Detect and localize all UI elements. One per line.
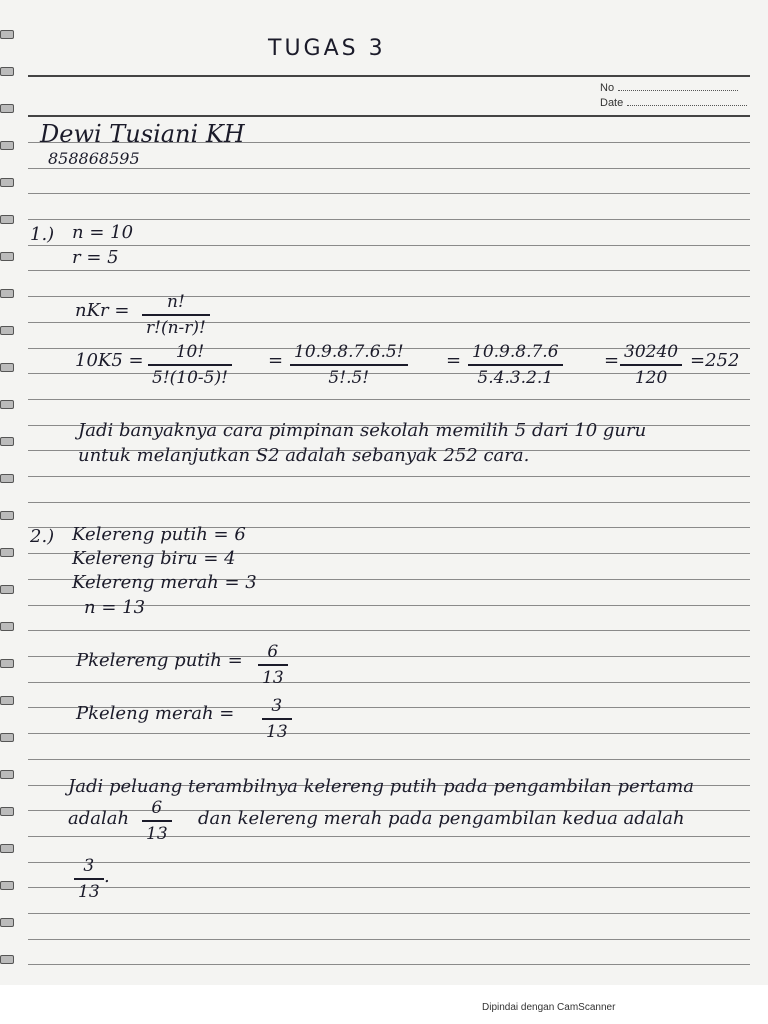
conclusion-fraction [142,798,172,844]
p-red-fraction [262,696,292,742]
p-white-denominator: 13 [262,667,284,688]
equals-2: = [446,350,462,371]
calc-step-3 [468,342,563,388]
spiral-ring [0,289,14,298]
ruled-line [28,168,750,169]
step-1-denominator: 5!(10-5)! [152,367,228,388]
final-numerator: 3 [83,856,95,876]
combination-formula-lhs: nKr = [75,300,130,321]
step-3-denominator: 5.4.3.2.1 [477,367,554,388]
page-title: TUGAS 3 [268,36,386,61]
ruled-line [28,322,750,323]
p-red-label: Pkeleng merah = [76,703,235,724]
ruled-line [28,862,750,863]
problem-2-conclusion-line-2b: dan kelereng merah pada pengambilan kedua adalah [198,808,685,829]
student-id: 858868595 [48,149,140,168]
ruled-line [28,887,750,888]
header-rule [28,115,750,117]
student-name: Dewi Tusiani KH [40,120,245,148]
date-label: Date [600,97,624,109]
calc-result: =252 [690,350,740,371]
problem-1-conclusion-line-1: Jadi banyaknya cara pimpinan sekolah memilih 5 dari 10 guru [78,420,647,441]
spiral-ring [0,622,14,631]
spiral-ring [0,881,14,890]
ruled-line [28,836,750,837]
spiral-ring [0,400,14,409]
final-period: . [104,866,110,887]
spiral-ring [0,67,14,76]
given-total: n = 13 [84,597,146,618]
problem-1-number: 1.) [30,224,55,245]
spiral-binding [0,30,14,980]
ruled-line [28,219,750,220]
given-white: Kelereng putih = 6 [72,524,246,545]
spiral-ring [0,326,14,335]
formula-numerator: n! [167,292,185,312]
step-4-denominator: 120 [634,367,668,388]
problem-1-conclusion-line-2: untuk melanjutkan S2 adalah sebanyak 252 cara. [78,445,530,466]
spiral-ring [0,178,14,187]
ruled-line [28,193,750,194]
ruled-line [28,502,750,503]
spiral-ring [0,585,14,594]
ruled-line [28,476,750,477]
problem-2-conclusion-line-1: Jadi peluang terambilnya kelereng putih pada pengambilan pertama [68,776,695,797]
conclusion-numerator: 6 [151,798,163,818]
spiral-ring [0,252,14,261]
p-red-numerator: 3 [271,696,283,716]
spiral-ring [0,104,14,113]
spiral-ring [0,770,14,779]
header-rule [28,75,750,77]
p-red-denominator: 13 [266,721,288,742]
ruled-line [28,682,750,683]
no-label: No [600,82,615,94]
date-field [600,97,747,109]
step-2-denominator: 5!.5! [328,367,370,388]
final-fraction [74,856,104,902]
p-white-numerator: 6 [267,642,279,662]
conclusion-denominator: 13 [146,823,168,844]
given-blue: Kelereng biru = 4 [72,548,236,569]
step-3-numerator: 10.9.8.7.6 [472,342,559,362]
ruled-line [28,913,750,914]
ruled-line [28,964,750,965]
spiral-ring [0,955,14,964]
p-white-label: Pkelereng putih = [76,650,243,671]
ruled-line [28,270,750,271]
spiral-ring [0,733,14,742]
given-red: Kelereng merah = 3 [72,572,257,593]
spiral-ring [0,30,14,39]
final-denominator: 13 [78,881,100,902]
ruled-line [28,245,750,246]
problem-2-conclusion-line-2a: adalah [68,808,130,829]
p-white-fraction [258,642,288,688]
calc-step-1 [148,342,232,388]
scanner-watermark: Dipindai dengan CamScanner [482,1002,616,1013]
spiral-ring [0,844,14,853]
ruled-line [28,759,750,760]
calc-step-4 [620,342,682,388]
combination-formula-fraction [142,292,210,338]
ruled-line [28,939,750,940]
calc-step-2 [290,342,408,388]
spiral-ring [0,548,14,557]
spiral-ring [0,215,14,224]
ruled-line [28,733,750,734]
step-4-numerator: 30240 [624,342,679,362]
spiral-ring [0,437,14,446]
spiral-ring [0,141,14,150]
spiral-ring [0,696,14,705]
ruled-line [28,296,750,297]
spiral-ring [0,363,14,372]
spiral-ring [0,918,14,927]
ruled-line [28,399,750,400]
problem-2-number: 2.) [30,526,55,547]
spiral-ring [0,807,14,816]
spiral-ring [0,511,14,520]
equals-3: = [604,350,620,371]
formula-denominator: r!(n-r)! [146,317,206,338]
given-n: n = 10 [72,222,134,243]
spiral-ring [0,659,14,668]
equals-1: = [268,350,284,371]
calc-lhs: 10K5 = [75,350,144,371]
given-r: r = 5 [72,247,119,268]
step-1-numerator: 10! [175,342,205,362]
no-field [600,82,738,94]
ruled-line [28,630,750,631]
step-2-numerator: 10.9.8.7.6.5! [294,342,404,362]
spiral-ring [0,474,14,483]
